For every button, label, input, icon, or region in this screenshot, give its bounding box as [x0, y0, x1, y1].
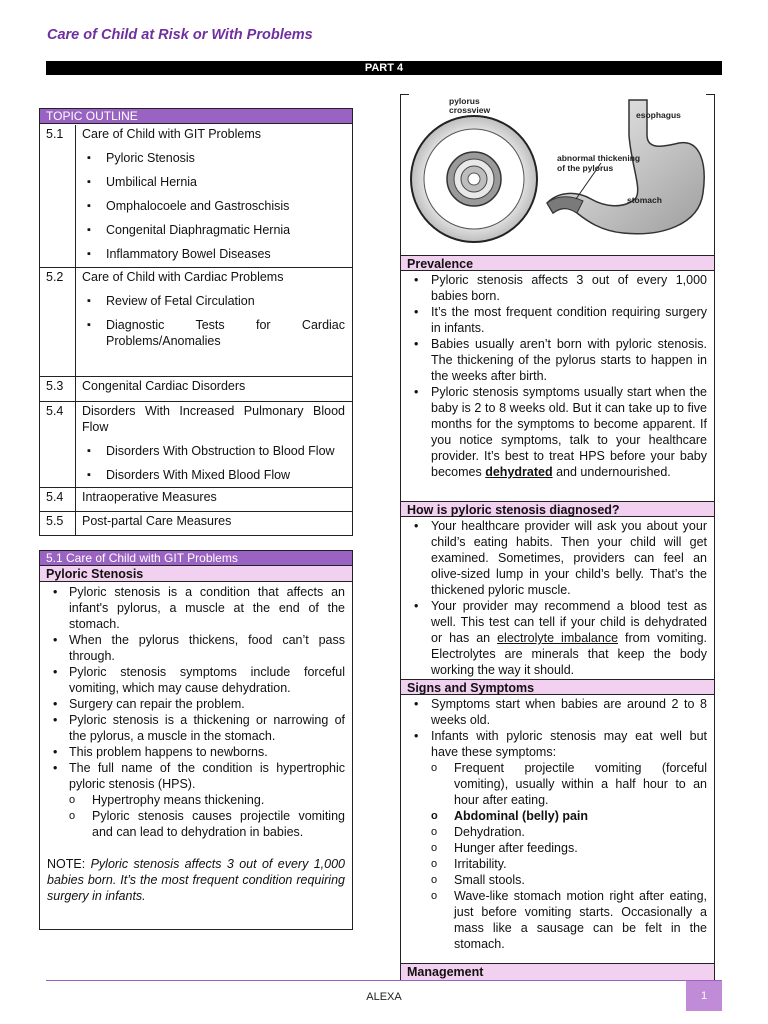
footer-author: ALEXA — [366, 991, 402, 1003]
outline-subitem: ▪ Omphalocoele and Gastroschisis — [82, 198, 345, 214]
outline-row-number: 5.3 — [40, 377, 76, 401]
document-title: Care of Child at Risk or With Problems — [47, 27, 313, 43]
diagnosis-body — [401, 518, 714, 678]
signs-header: Signs and Symptoms — [401, 679, 714, 695]
prevalence-body — [401, 272, 714, 480]
label-crossview: crossview — [449, 105, 491, 115]
signs-list — [408, 696, 707, 760]
note-text: Pyloric stenosis affects 3 out of every 1,000 babies born. It’s the most frequent condition requiring surgery in infants. — [47, 857, 345, 903]
note-label: NOTE: — [47, 857, 86, 871]
pylorus-illustration — [401, 95, 714, 255]
list-item-text: and undernourished. — [556, 465, 671, 479]
list-item: • Surgery can repair the problem. — [47, 696, 345, 712]
outline-row-title: Disorders With Increased Pulmonary Blood Flow — [82, 404, 345, 434]
git-problems-section — [39, 550, 353, 930]
outline-subitem: ▪ Congenital Diaphragmatic Hernia — [82, 222, 345, 238]
outline-row-number: 5.1 — [40, 125, 76, 267]
list-item — [408, 598, 707, 678]
git-section-header: 5.1 Care of Child with GIT Problems — [40, 551, 352, 566]
outline-row-5-4 — [40, 402, 352, 488]
electrolyte-imbalance-link[interactable]: electrolyte imbalance — [497, 631, 619, 645]
topic-outline-header: TOPIC OUTLINE — [40, 109, 352, 124]
outline-row-5-5 — [40, 512, 352, 536]
pyloric-stenosis-subheader: Pyloric Stenosis — [40, 566, 352, 582]
list-item: • Babies usually aren’t born with pyloric stenosis. The thickening of the pylorus starts to happen in the weeks after birth. — [408, 336, 707, 384]
git-bullet-list — [47, 584, 345, 840]
list-item-text: from vomiting. Electrolytes are minerals that keep the body working the way it should. — [431, 631, 708, 677]
page-number: 1 — [686, 981, 722, 1011]
list-item: o Wave-like stomach motion right after eating, just before vomiting starts. Occasionally a mass like a sausage can be felt in the stomach. — [431, 888, 707, 952]
list-item: • When the pylorus thickens, food can’t pass through. — [47, 632, 345, 664]
outline-subitem-continuation: Problems/Anomalies — [106, 334, 221, 348]
outline-row-5-3 — [40, 377, 352, 402]
list-item: • Symptoms start when babies are around 2 to 8 weeks old. — [408, 696, 707, 728]
label-abnormal-thickening: abnormal thickening — [557, 153, 641, 163]
outline-subitem: ▪ Pyloric Stenosis — [82, 150, 345, 166]
label-of-the-pylorus: of the pylorus — [557, 163, 614, 173]
prevalence-list — [408, 272, 707, 480]
note-paragraph — [47, 856, 345, 904]
label-stomach: stomach — [627, 195, 662, 205]
outline-subitem: ▪ Disorders With Obstruction to Blood Flow — [82, 443, 345, 459]
list-item: • Your healthcare provider will ask you about your child’s eating habits. Then your child will get examined. Sometimes, providers can feel an olive-sized lump in your child’s belly. That’s the thickened pyloric muscle. — [408, 518, 707, 598]
list-item-text: The full name of the condition is hypertrophic pyloric stenosis (HPS). — [69, 761, 345, 791]
list-item — [47, 760, 345, 840]
outline-row-5-2 — [40, 268, 352, 377]
list-item — [408, 384, 707, 480]
list-item: • It’s the most frequent condition requiring surgery in infants. — [408, 304, 707, 336]
list-item: o Frequent projectile vomiting (forceful vomiting), usually within a half hour to an hour after eating. — [431, 760, 707, 808]
outline-subitem: ▪ Disorders With Mixed Blood Flow — [82, 467, 345, 483]
list-item: o Abdominal (belly) pain — [431, 808, 707, 824]
part-banner: PART 4 — [46, 61, 722, 75]
dehydrated-link[interactable]: dehydrated — [485, 465, 553, 479]
list-item: o Pyloric stenosis causes projectile vomiting and can lead to dehydration in babies. — [69, 808, 345, 840]
label-esophagus: esophagus — [636, 110, 681, 120]
outline-row-5-4b — [40, 488, 352, 512]
list-item-text: Your provider may recommend a blood test as well. This test can tell if your child is dehydrated or has an — [431, 599, 707, 645]
pyloric-stenosis-details — [400, 94, 715, 980]
outline-subitem: ▪ Review of Fetal Circulation — [82, 293, 345, 309]
label-pylorus: pylorus — [449, 96, 480, 106]
outline-row-number: 5.4 — [40, 488, 76, 511]
outline-subitem: ▪ Diagnostic Tests for Cardiac — [82, 317, 345, 333]
list-item: o Small stools. — [431, 872, 707, 888]
git-subbullet-list — [69, 792, 345, 840]
list-item-text: Pyloric stenosis symptoms usually start when the baby is 2 to 8 weeks old. But it can take up to five months for the symptoms to become apparent. If you notice symptoms, talk to your healthcare provider. It’s best to treat HPS before your baby becomes — [431, 385, 707, 479]
outline-subitem: ▪ Inflammatory Bowel Diseases — [82, 246, 345, 262]
management-header: Management — [401, 963, 714, 980]
list-item: • Pyloric stenosis symptoms include forceful vomiting, which may cause dehydration. — [47, 664, 345, 696]
outline-row-title: Care of Child with GIT Problems — [82, 127, 261, 141]
topic-outline-table — [39, 108, 353, 536]
outline-row-title: Intraoperative Measures — [82, 490, 217, 504]
outline-row-title: Post-partal Care Measures — [82, 514, 232, 528]
outline-row-number: 5.5 — [40, 512, 76, 536]
prevalence-header: Prevalence — [401, 255, 714, 271]
list-item: o Irritability. — [431, 856, 707, 872]
list-item: • Pyloric stenosis is a thickening or narrowing of the pylorus, a muscle in the stomach. — [47, 712, 345, 744]
footer-divider — [46, 980, 722, 981]
list-item: • Pyloric stenosis is a condition that affects an infant's pylorus, a muscle at the end of the stomach. — [47, 584, 345, 632]
outline-row-title: Congenital Cardiac Disorders — [82, 379, 246, 393]
list-item: o Hypertrophy means thickening. — [69, 792, 345, 808]
outline-row-5-1 — [40, 125, 352, 268]
list-item: o Dehydration. — [431, 824, 707, 840]
list-item: o Hunger after feedings. — [431, 840, 707, 856]
list-item: • Pyloric stenosis affects 3 out of every 1,000 babies born. — [408, 272, 707, 304]
outline-row-number: 5.4 — [40, 402, 76, 487]
signs-subbullet-list — [431, 760, 707, 952]
outline-row-title: Care of Child with Cardiac Problems — [82, 270, 284, 284]
list-item: • Infants with pyloric stenosis may eat well but have these symptoms: — [408, 728, 707, 760]
outline-row-number: 5.2 — [40, 268, 76, 376]
outline-subitem: ▪ Umbilical Hernia — [82, 174, 345, 190]
pylorus-crossview-drawing — [411, 116, 537, 242]
list-item: • This problem happens to newborns. — [47, 744, 345, 760]
diagnosis-header: How is pyloric stenosis diagnosed? — [401, 501, 714, 517]
diagnosis-list — [408, 518, 707, 678]
signs-body — [401, 696, 714, 952]
